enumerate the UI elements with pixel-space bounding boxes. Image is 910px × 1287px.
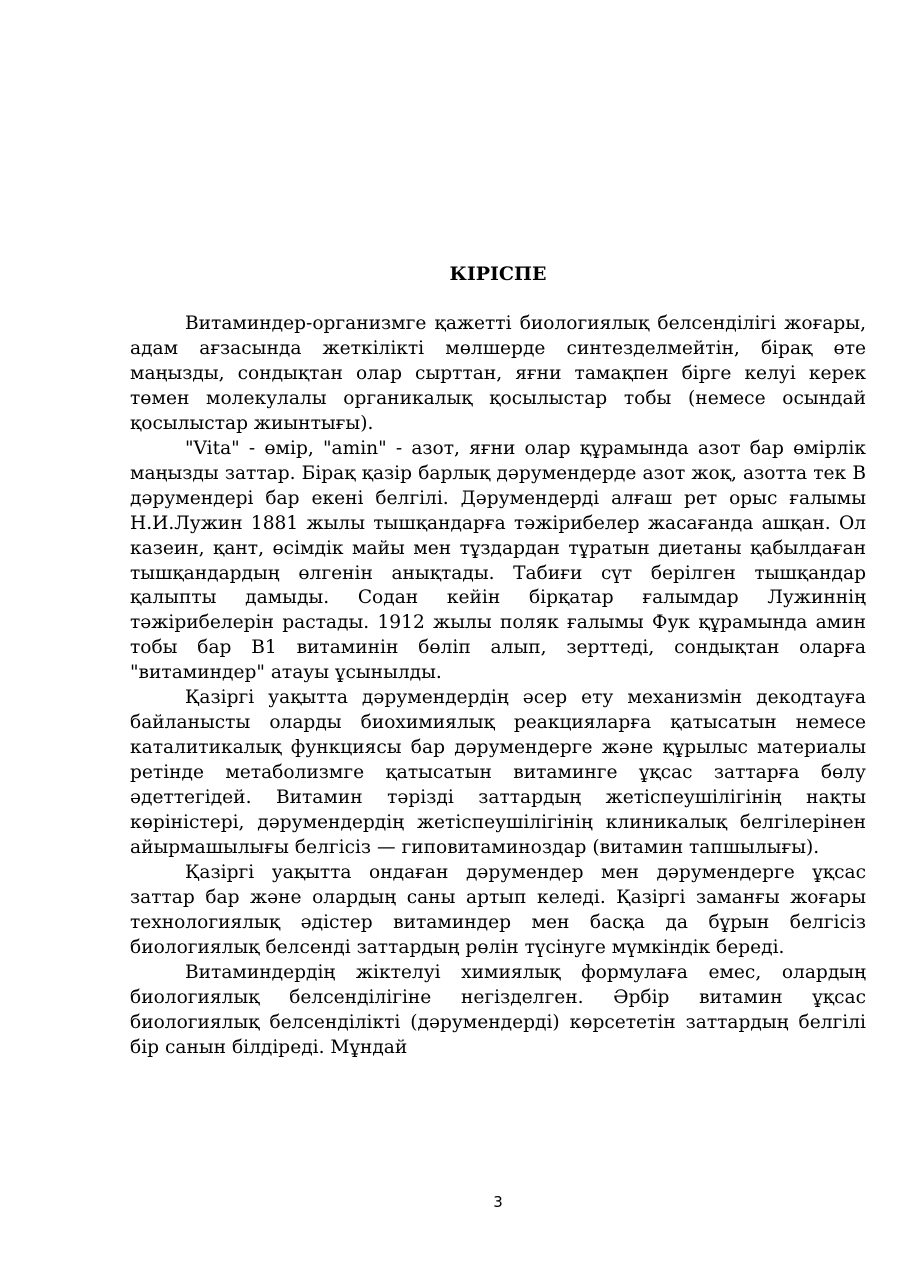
body-text (130, 312, 866, 1061)
section-title: КІРІСПЕ (449, 263, 547, 285)
paragraph-vitamin-history: "Vita" - өмір, "amin" - азот, яғни олар құрамында азот бар өмірлік маңызды заттар. Бірақ қазір барлық дәрумендерде азот жоқ, азотта тек В дәрумендері бар екені белгілі. Дәрумендерді алғаш рет орыс ғалымы Н.И.Лужин 1881 жылы тышқандарға тәжірибелер жасағанда ашқан. Ол казеин, қант, өсімдік майы мен тұздардан тұратын диетаны қабылдаған тышқандардың өлгенін анықтады. Табиғи сүт берілген тышқандар қалыпты дамыды. Содан кейін бірқатар ғалымдар Лужиннің тәжірибелерін растады. 1912 жылы поляк ғалымы Фук құрамында амин тобы бар В1 витаминін бөліп алып, зерттеді, сондықтан оларға "витаминдер" атауы ұсынылды. (130, 437, 866, 684)
page-number: 3 (493, 1193, 503, 1211)
paragraph-vitamin-classification-activity: Витаминдердің жіктелуі химиялық формулаға емес, олардың биологиялық белсенділігіне негізделген. Әрбір витамин ұқсас биологиялық белсенділікті (дәрумендерді) көрсететін заттардың белгілі бір санын білдіреді. Мұндай (130, 961, 866, 1058)
paragraph-vitamin-definition: Витаминдер-организмге қажетті биологиялық белсенділігі жоғары, адам ағзасында жеткілікті мөлшерде синтезделмейтін, бірақ өте маңызды, сондықтан олар сырттан, яғни тамақпен бірге келуі керек төмен молекулалы органикалық қосылыстар тобы (немесе осындай қосылыстар жиынтығы). (130, 313, 866, 434)
paragraph-modern-research: Қазіргі уақытта ондаған дәрумендер мен дәрумендерге ұқсас заттар бар және олардың саны артып келеді. Қазіргі заманғы жоғары технологиялық әдістер витаминдер мен басқа да бұрын белгісіз биологиялық белсенді заттардың рөлін түсінуге мүмкіндік береді. (130, 861, 866, 958)
paragraph-vitamin-classification-mechanism: Қазіргі уақытта дәрумендердің әсер ету механизмін декодтауға байланысты оларды биохимиялық реакцияларға қатысатын немесе каталитикалық функциясы бар дәрумендерге және құрылыс материалы ретінде метаболизмге қатысатын витаминге ұқсас заттарға бөлу әдеттегідей. Витамин тәрізді заттардың жетіспеушілігінің нақты көріністері, дәрумендердің жетіспеушілігінің клиникалық белгілерінен айырмашылығы белгісіз — гиповитаминоздар (витамин тапшылығы). (130, 687, 866, 859)
